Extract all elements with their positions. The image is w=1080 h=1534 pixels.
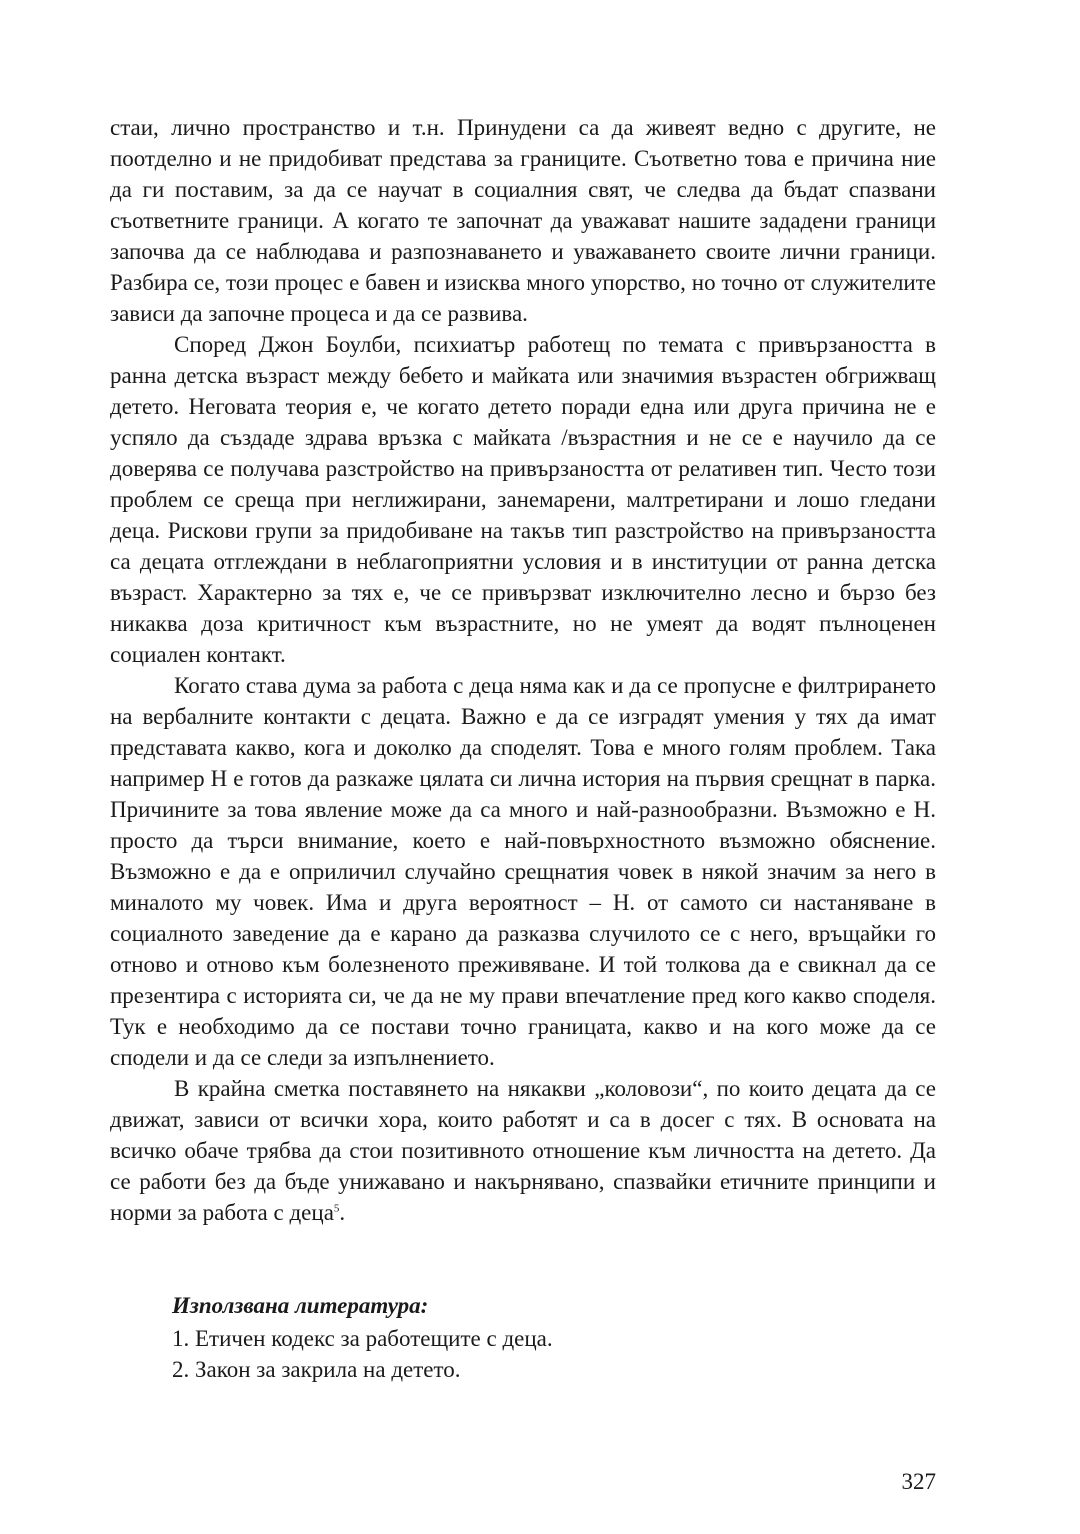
references-list (172, 1323, 932, 1385)
paragraph-3: Когато става дума за работа с деца няма как и да се пропусне е филтрирането на вербалните контакти с децата. Важно е да се изградят умения у тях да имат представата какво, кога и доколко да споделят. Това е много голям проблем. Така например Н е готов да разкаже цялата си лична история на първия срещнат в парка. Причините за това явление може да са много и най-разнообразни. Възможно е Н. просто да търси внимание, което е най-повърхностното възможно обяснение. Възможно е да е оприличил случайно срещнатия човек в някой значим за него в миналото му човек. Има и друга вероятност – Н. от самото си настаняване в социалното заведение да е карано да разказва случилото се с него, връщайки го отново и отново към болезненото преживяване. И той толкова да е свикнал да се презентира с историята си, че да не му прави впечатление пред кого какво споделя. Тук е необходимо да се постави точно границата, какво и на кого може да се сподели и да се следи за изпълнението. (110, 673, 936, 1070)
page-number: 327 (901, 1469, 936, 1494)
references-section (172, 1290, 932, 1385)
paragraph-4-text: В крайна сметка поставянето на някакви „коловози“, по които децата да се движат, зависи от всички хора, които работят и са в досег с тях. В основата на всичко обаче трябва да стои позитивното отношение към личността на детето. Да се работи без да бъде унижавано и накърнявано, спазвайки етичните принципи и норми за работа с деца (110, 1076, 936, 1225)
paragraph-2: Според Джон Боулби, психиатър работещ по темата с привързаността в ранна детска възраст между бебето и майката или значимия възрастен обгрижващ детето. Неговата теория е, че когато детето поради една или друга причина не е успяло да създаде здрава връзка с майката /възрастния и не се е научило да се доверява се получава разстройство на привързаността от релативен тип. Често този проблем се среща при неглижирани, занемарени, малтретирани и лошо гледани деца. Рискови групи за придобиване на такъв тип разстройство на привързаността са децата отглеждани в неблагоприятни условия и в институции от ранна детска възраст. Характерно за тях е, че се привързват изключително лесно и бързо без никаква доза критичност към възрастните, но не умеят да водят пълноценен социален контакт. (110, 332, 936, 667)
footnote-marker: 5 (333, 1202, 340, 1215)
reference-item: 1. Етичен кодекс за работещите с деца. (172, 1326, 553, 1351)
page-body (110, 112, 936, 1228)
paragraph-4 (110, 1073, 936, 1228)
references-title: Използвана литература: (172, 1293, 429, 1318)
paragraph-1: стаи, лично пространство и т.н. Принудени са да живеят ведно с другите, не поотделно и не придобиват представа за границите. Съответно това е причина ние да ги поставим, за да се научат в социалния свят, че следва да бъдат спазвани съответните граници. А когато те започнат да уважават нашите зададени граници започва да се наблюдава и разпознаването и уважаването своите лични граници. Разбира се, този процес е бавен и изисква много упорство, но точно от служителите зависи да започне процеса и да се развива. (110, 115, 936, 326)
paragraph-4-tail: . (339, 1200, 346, 1225)
reference-item: 2. Закон за закрила на детето. (172, 1357, 461, 1382)
